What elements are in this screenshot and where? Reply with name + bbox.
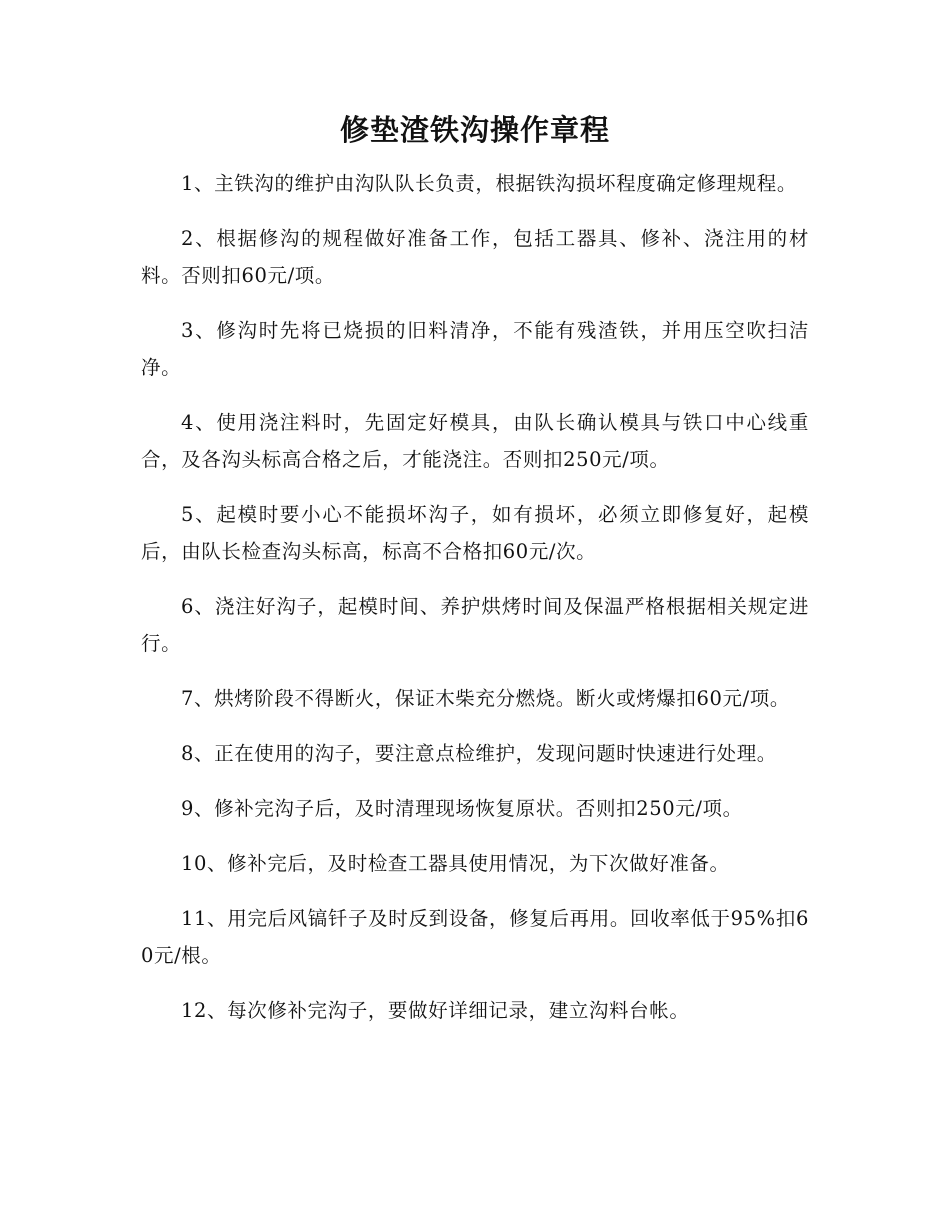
document-title: 修垫渣铁沟操作章程 [339,113,610,147]
paragraph-11: 11、用完后风镐钎子及时反到设备，修复后再用。回收率低于95%扣60元/根。 [141,907,809,967]
paragraph-3: 3、修沟时先将已烧损的旧料清净，不能有残渣铁，并用压空吹扫洁净。 [141,319,809,379]
paragraph-12: 12、每次修补完沟子，要做好详细记录，建立沟料台帐。 [181,999,690,1022]
document-body [141,165,809,1047]
paragraph-9: 9、修补完沟子后，及时清理现场恢复原状。否则扣250元/项。 [181,797,743,820]
paragraph-10: 10、修补完后，及时检查工器具使用情况，为下次做好准备。 [181,852,730,875]
paragraph-1: 1、主铁沟的维护由沟队队长负责，根据铁沟损坏程度确定修理规程。 [181,172,798,195]
paragraph-6: 6、浇注好沟子，起模时间、养护烘烤时间及保温严格根据相关规定进行。 [141,595,809,655]
paragraph-5: 5、起模时要小心不能损坏沟子，如有损坏，必须立即修复好，起模后，由队长检查沟头标高，标高不合格扣60元/次。 [141,503,809,563]
paragraph-4: 4、使用浇注料时，先固定好模具，由队长确认模具与铁口中心线重合，及各沟头标高合格之后，才能浇注。否则扣250元/项。 [141,411,809,471]
paragraph-2: 2、根据修沟的规程做好准备工作，包括工器具、修补、浇注用的材料。否则扣60元/项。 [141,227,809,287]
paragraph-8: 8、正在使用的沟子，要注意点检维护，发现问题时快速进行处理。 [181,742,777,765]
paragraph-7: 7、烘烤阶段不得断火，保证木柴充分燃烧。断火或烤爆扣60元/项。 [181,687,790,710]
